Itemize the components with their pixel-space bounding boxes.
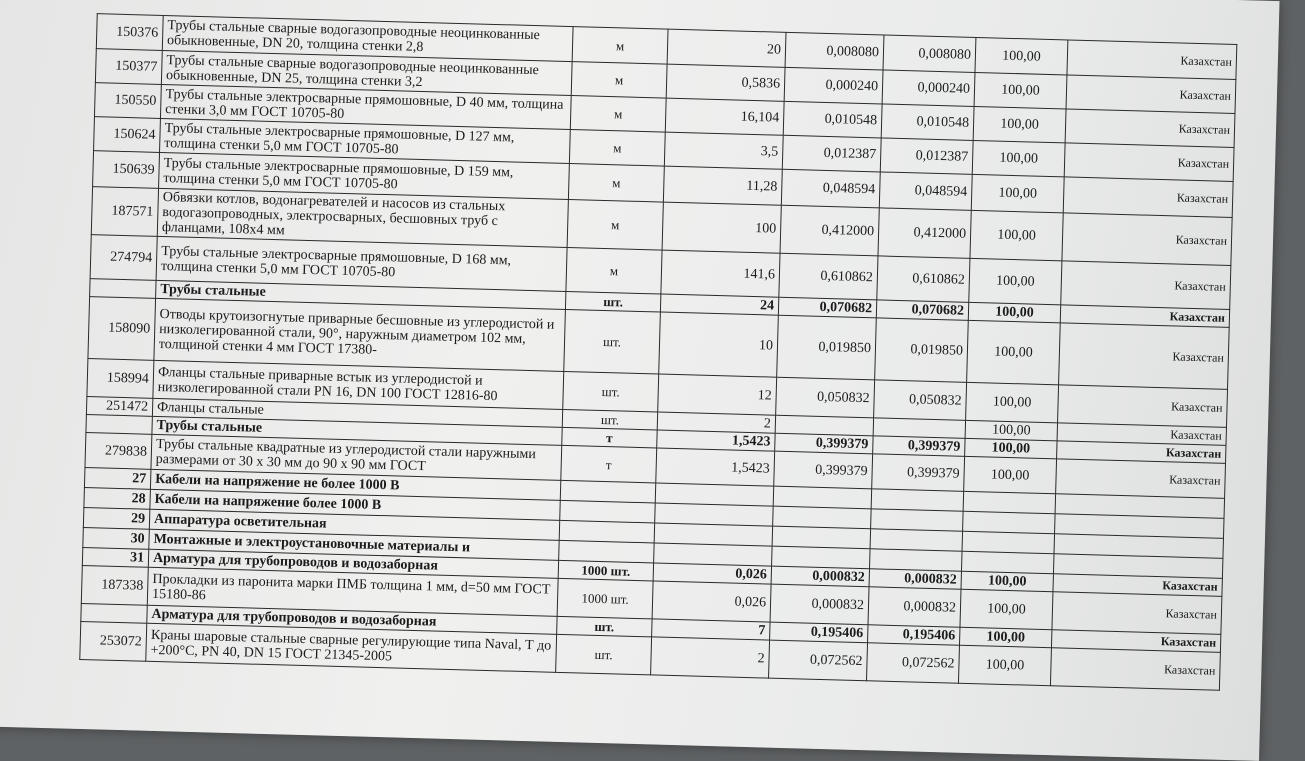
item-country: Казахстан [1053, 574, 1222, 597]
item-value-a: 0,019850 [777, 315, 877, 380]
item-unit: шт. [562, 409, 657, 430]
item-country: Казахстан [1052, 592, 1222, 635]
table-body [80, 14, 1237, 691]
item-value-b: 0,610862 [877, 256, 970, 302]
item-unit [560, 500, 656, 523]
item-code: 28 [84, 488, 151, 510]
item-percent: 100,00 [959, 627, 1051, 647]
item-quantity: 12 [658, 374, 777, 415]
item-quantity: 0,026 [653, 563, 771, 584]
item-value-b: 0,195406 [868, 625, 960, 645]
item-value-a: 0,070682 [778, 297, 876, 318]
item-quantity: 11,28 [663, 166, 782, 205]
item-value-a [773, 486, 872, 509]
item-unit: т [562, 427, 657, 448]
item-value-b [871, 509, 964, 531]
item-value-a: 0,000832 [771, 566, 869, 587]
item-code: 187571 [91, 187, 158, 237]
item-name: Трубы стальные сварные водогазопроводные неоцинкованные обыкновенные, DN 20, толщина стенки 2,8 [162, 15, 573, 61]
item-value-a: 0,072562 [769, 640, 868, 681]
item-name: Аппаратура осветительная [149, 509, 559, 540]
item-code: 27 [84, 468, 151, 490]
item-unit [560, 480, 656, 503]
item-name: Арматура для трубопроводов и водозаборная [148, 549, 558, 578]
item-value-b: 0,048594 [879, 172, 972, 210]
item-code [86, 415, 152, 435]
item-code: 150377 [95, 49, 162, 85]
item-value-b: 0,399379 [873, 436, 965, 456]
item-percent: 100,00 [960, 589, 1053, 629]
item-unit: м [572, 27, 668, 65]
item-code: 253072 [80, 621, 147, 661]
item-percent: 100,00 [966, 382, 1059, 422]
materials-table [79, 13, 1237, 691]
item-country: Казахстан [1056, 459, 1226, 499]
item-code [81, 603, 147, 623]
item-value-b: 0,070682 [876, 300, 968, 320]
item-value-b: 0,010548 [881, 104, 974, 140]
item-code: 158090 [88, 297, 156, 361]
item-country: Казахстан [1063, 177, 1233, 218]
item-name: Монтажные и электроустановочные материалы и [149, 529, 559, 560]
item-unit: шт. [564, 309, 661, 374]
item-value-b: 0,000240 [882, 70, 975, 106]
item-country: Казахстан [1062, 213, 1232, 266]
item-country: Казахстан [1065, 109, 1235, 148]
item-country: Казахстан [1066, 75, 1236, 114]
item-percent: 100,00 [974, 72, 1067, 108]
item-quantity: 20 [667, 29, 786, 67]
item-unit: м [566, 247, 662, 294]
item-value-b: 0,019850 [875, 318, 969, 382]
item-unit: м [568, 164, 664, 203]
item-country: Казахстан [1060, 305, 1229, 328]
item-quantity: 100 [662, 202, 781, 253]
item-code: 274794 [90, 235, 157, 281]
item-value-a: 0,012387 [782, 135, 881, 172]
item-value-a: 0,399379 [774, 451, 873, 489]
item-name: Прокладки из паронита марки ПМБ толщина 1 мм, d=50 мм ГОСТ 15180-86 [147, 567, 558, 616]
item-value-b: 0,000832 [869, 569, 961, 589]
item-name: Фланцы стальные [152, 398, 562, 427]
item-quantity: 24 [660, 294, 778, 315]
item-country: Казахстан [1059, 323, 1230, 390]
item-unit: шт. [557, 616, 652, 637]
item-value-a: 0,412000 [780, 205, 879, 256]
item-quantity: 2 [651, 637, 770, 678]
item-unit: 1000 шт. [558, 560, 653, 581]
item-country: Казахстан [1057, 423, 1226, 446]
item-name: Краны шаровые стальные сварные регулирующие типа Naval, Т до +200°С, PN 40, DN 15 ГОСТ 21345-2005 [146, 623, 557, 672]
item-value-b [870, 549, 963, 571]
item-unit: 1000 шт. [557, 578, 653, 619]
item-value-a: 0,050832 [776, 377, 875, 418]
item-code: 279838 [85, 433, 152, 470]
item-name: Кабели на напряжение более 1000 В [150, 489, 560, 520]
item-country: Казахстан [1061, 261, 1231, 310]
item-unit: шт. [556, 634, 652, 675]
item-percent: 100,00 [964, 456, 1057, 493]
item-percent [962, 531, 1055, 553]
item-quantity: 0,5836 [666, 64, 785, 101]
item-name: Отводы крутоизогнутые приварные бесшовные из углеродистой и низколегированной стали, 90°, наружным диаметром 102 мм, толщиной стенки 4 мм ГОСТ 17380- [154, 298, 566, 371]
item-name: Обвязки котлов, водонагревателей и насосов из стальных водогазопроводных, электросварных, бесшовных труб с фланцами, 108х4 мм [157, 188, 568, 247]
item-country: Казахстан [1067, 40, 1237, 80]
item-value-a [772, 546, 871, 569]
item-code: 150624 [94, 117, 161, 153]
item-code: 30 [83, 528, 150, 550]
item-quantity: 141,6 [661, 250, 780, 297]
item-value-b [870, 529, 963, 551]
item-value-a: 0,195406 [770, 622, 868, 643]
item-name: Трубы стальные электросварные прямошовные, D 40 мм, толщина стенки 3,0 мм ГОСТ 10705-80 [160, 84, 571, 129]
item-percent: 100,00 [968, 302, 1060, 322]
item-percent: 100,00 [965, 438, 1057, 458]
item-quantity: 1,5423 [656, 448, 775, 486]
item-quantity: 2 [657, 412, 775, 433]
item-quantity: 3,5 [664, 132, 783, 169]
item-quantity: 0,026 [652, 581, 771, 622]
item-unit: шт. [565, 291, 660, 312]
item-name: Трубы стальные электросварные прямошовные, D 159 мм, толщина стенки 5,0 мм ГОСТ 10705-80 [159, 152, 570, 199]
item-value-a: 0,008080 [785, 32, 884, 70]
item-value-b: 0,000832 [868, 587, 961, 627]
item-quantity: 10 [659, 312, 779, 377]
item-unit: м [569, 130, 665, 167]
item-country: Казахстан [1050, 648, 1220, 691]
item-code [90, 279, 156, 299]
item-code: 29 [83, 508, 150, 530]
item-percent: 100,00 [969, 258, 1062, 304]
item-unit: шт. [563, 371, 659, 412]
item-percent [963, 491, 1056, 513]
item-country: Казахстан [1064, 143, 1234, 182]
item-name: Трубы стальные электросварные прямошовные, D 127 мм, толщина стенки 5,0 мм ГОСТ 10705-80 [160, 118, 571, 163]
item-code: 150639 [93, 151, 160, 189]
item-code: 187338 [81, 565, 148, 605]
item-value-b: 0,399379 [872, 454, 965, 491]
item-percent: 100,00 [971, 174, 1064, 212]
item-percent [961, 551, 1054, 573]
item-country: Казахстан [1051, 630, 1220, 653]
item-value-a: 0,610862 [779, 253, 878, 300]
item-value-b: 0,012387 [880, 138, 973, 174]
item-unit [559, 540, 655, 563]
item-value-b: 0,008080 [883, 35, 976, 72]
item-name: Трубы стальные сварные водогазопроводные неоцинкованные обыкновенные, DN 25, толщина стенки 3,2 [161, 50, 572, 95]
item-value-a: 0,399379 [775, 433, 873, 454]
item-unit: м [571, 62, 667, 99]
item-unit: м [570, 96, 666, 133]
item-percent: 100,00 [973, 106, 1066, 142]
item-country: Казахстан [1058, 385, 1228, 428]
item-name: Трубы стальные [152, 416, 562, 445]
item-value-b: 0,050832 [874, 380, 967, 420]
item-percent: 100,00 [972, 140, 1065, 176]
item-percent: 100,00 [975, 37, 1068, 74]
item-name: Трубы стальные квадратные из углеродистой стали наружными размерами от 30 х 30 мм до 90 х 90 мм ГОСТ [151, 434, 562, 480]
item-percent: 100,00 [970, 210, 1063, 260]
item-value-b: 0,072562 [866, 643, 959, 683]
item-code: 158994 [87, 359, 154, 399]
item-name: Арматура для трубопроводов и водозаборная [147, 605, 557, 634]
item-code: 150376 [96, 14, 163, 51]
item-code: 251472 [86, 397, 152, 417]
item-quantity: 7 [652, 619, 770, 640]
item-value-a: 0,000832 [770, 584, 869, 625]
item-value-a [772, 526, 871, 549]
item-percent: 100,00 [967, 320, 1061, 384]
item-value-b [871, 489, 964, 511]
item-percent: 100,00 [965, 420, 1057, 440]
item-value-a [773, 506, 872, 529]
item-percent [963, 511, 1056, 533]
item-country: Казахстан [1057, 441, 1226, 464]
item-value-a: 0,010548 [783, 101, 882, 138]
item-quantity: 1,5423 [657, 430, 775, 451]
item-name: Трубы стальные электросварные прямошовные, D 168 мм, толщина стенки 5,0 мм ГОСТ 10705-80 [156, 236, 567, 291]
item-percent: 100,00 [961, 571, 1053, 591]
item-quantity: 16,104 [665, 98, 784, 135]
item-value-a: 0,000240 [784, 67, 883, 104]
item-percent: 100,00 [958, 645, 1051, 685]
item-code: 150550 [94, 83, 161, 119]
item-name: Фланцы стальные приварные встык из углеродистой и низколегированной стали PN 16, DN 100 ГОСТ 12816-80 [153, 360, 564, 409]
item-value-a: 0,048594 [781, 169, 880, 208]
item-name: Трубы стальные [156, 280, 566, 309]
item-unit [559, 520, 655, 543]
item-unit: т [561, 445, 657, 483]
item-code: 31 [82, 547, 148, 567]
item-unit: м [567, 200, 663, 251]
item-value-b: 0,412000 [878, 208, 971, 258]
item-name: Кабели на напряжение не более 1000 В [150, 469, 560, 500]
